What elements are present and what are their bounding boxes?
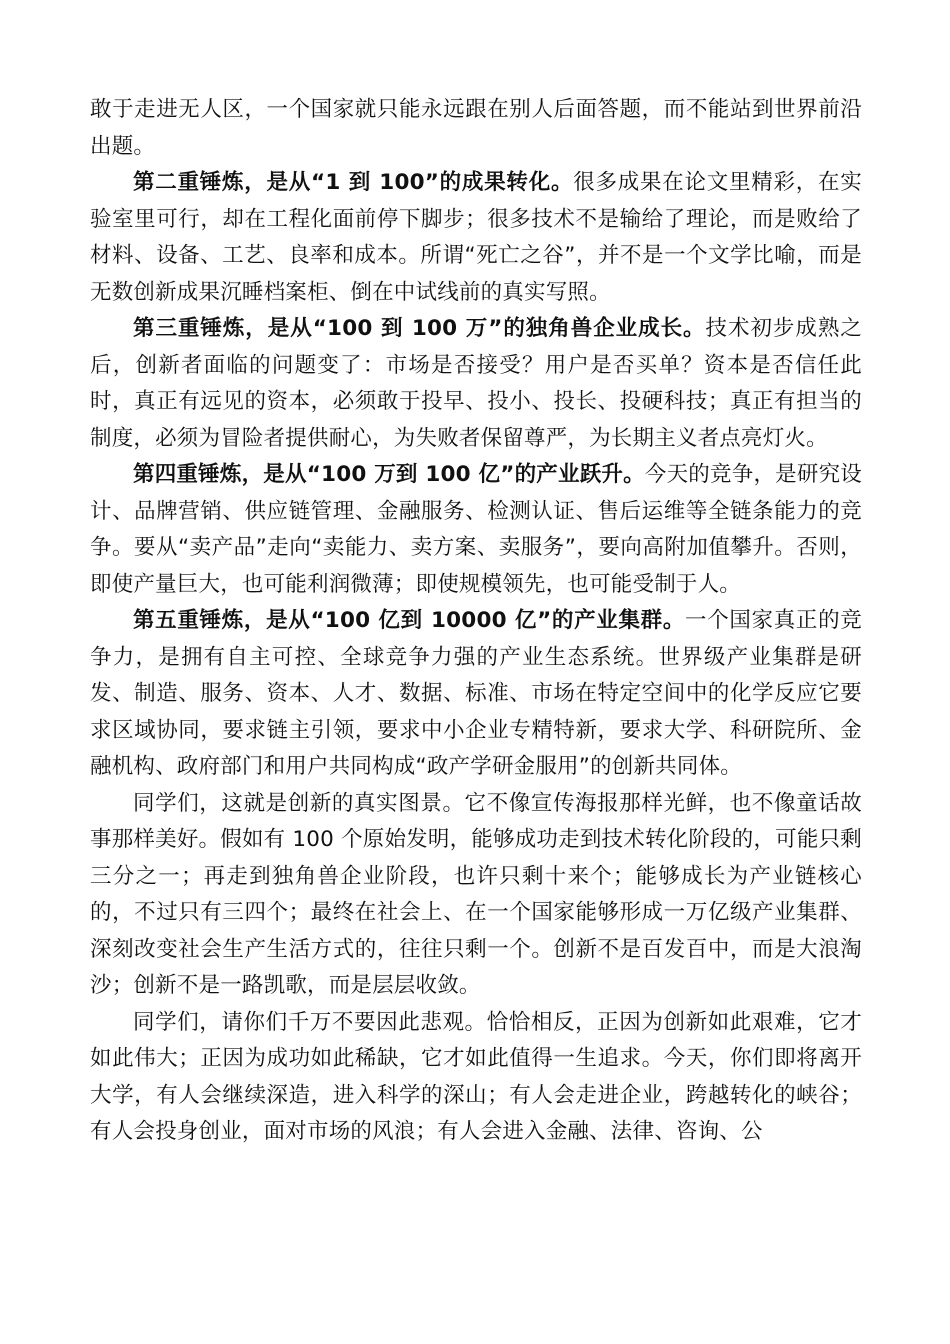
paragraph-2-heading: 第二重锤炼，是从“1 到 100”的成果转化。 [133,170,574,195]
paragraph-4-heading: 第四重锤炼，是从“100 万到 100 亿”的产业跃升。 [133,462,645,487]
paragraph-7 [90,1005,862,1151]
paragraph-5-text: 一个国家真正的竞争力，是拥有自主可控、全球竞争力强的产业生态系统。世界级产业集群是研发、制造、服务、资本、人才、数据、标准、市场在特定空间中的化学反应它要求区域协同，要求链主引领，要求中小企业专精特新，要求大学、科研院所、金融机构、政府部门和用户共同构成“政产学研金服用”的创新共同体。 [90,608,862,779]
document-page [90,92,862,1151]
paragraph-1-text: 敢于走进无人区，一个国家就只能永远跟在别人后面答题，而不能站到世界前沿出题。 [90,97,862,159]
paragraph-4 [90,457,862,603]
paragraph-6 [90,786,862,1005]
paragraph-2 [90,165,862,311]
paragraph-6-text: 同学们，这就是创新的真实图景。它不像宣传海报那样光鲜，也不像童话故事那样美好。假如有 100 个原始发明，能够成功走到技术转化阶段的，可能只剩三分之一；再走到独角兽企业阶段，也许只剩十来个；能够成长为产业链核心的，不过只有三四个；最终在社会上、在一个国家能够形成一万亿级产业集群、深刻改变社会生产生活方式的，往往只剩一个。创新不是百发百中，而是大浪淘沙；创新不是一路凯歌，而是层层收敛。 [90,790,862,998]
paragraph-1 [90,92,862,165]
paragraph-3-heading: 第三重锤炼，是从“100 到 100 万”的独角兽企业成长。 [133,316,706,341]
paragraph-3-text: 技术初步成熟之后，创新者面临的问题变了：市场是否接受？用户是否买单？资本是否信任此时，真正有远见的资本，必须敢于投早、投小、投长、投硬科技；真正有担当的制度，必须为冒险者提供耐心，为失败者保留尊严，为长期主义者点亮灯火。 [90,316,862,451]
paragraph-2-text: 很多成果在论文里精彩，在实验室里可行，却在工程化面前停下脚步；很多技术不是输给了理论，而是败给了材料、设备、工艺、良率和成本。所谓“死亡之谷”，并不是一个文学比喻，而是无数创新成果沉睡档案柜、倒在中试线前的真实写照。 [90,170,862,305]
paragraph-5 [90,603,862,786]
paragraph-4-text: 今天的竞争，是研究设计、品牌营销、供应链管理、金融服务、检测认证、售后运维等全链条能力的竞争。要从“卖产品”走向“卖能力、卖方案、卖服务”，要向高附加值攀升。否则，即使产量巨大，也可能利润微薄；即使规模领先，也可能受制于人。 [90,462,862,597]
paragraph-7-text: 同学们，请你们千万不要因此悲观。恰恰相反，正因为创新如此艰难，它才如此伟大；正因为成功如此稀缺，它才如此值得一生追求。今天，你们即将离开大学，有人会继续深造，进入科学的深山；有人会走进企业，跨越转化的峡谷；有人会投身创业，面对市场的风浪；有人会进入金融、法律、咨询、公 [90,1009,862,1144]
paragraph-3 [90,311,862,457]
paragraph-5-heading: 第五重锤炼，是从“100 亿到 10000 亿”的产业集群。 [133,608,686,633]
